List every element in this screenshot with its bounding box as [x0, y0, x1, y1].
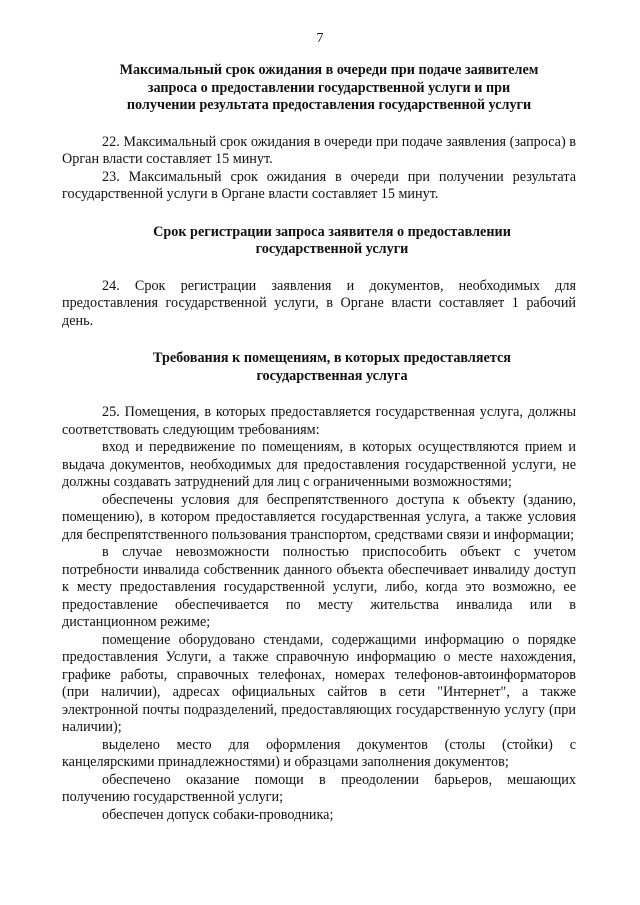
page-number: 7 — [316, 31, 324, 46]
requirement-assistance: обеспечено оказание помощи в преодолении барьеров, мешающих получению государственной услуги; — [62, 771, 576, 805]
requirement-information-stands: помещение оборудовано стендами, содержащими информацию о порядке предоставления Услуги, а также справочную информацию о месте нахождения, графике работы, справочных телефонах, номерах телефонов-автоинформаторов (при наличии), адресах официальных сайтов в сети "Интернет", а также электронной почты подразделений, предоставляющих государственную услугу (при наличии); — [62, 631, 576, 735]
section-heading-registration-term: Срок регистрации запроса заявителя о предоставлении государственной услуги — [153, 223, 511, 257]
paragraph-22: 22. Максимальный срок ожидания в очереди при подаче заявления (запроса) в Орган власти составляет 15 минут. — [62, 133, 576, 167]
requirement-entrance: вход и передвижение по помещениям, в которых осуществляются прием и выдача документов, необходимых для предоставления государственной услуги, не должны создавать затруднений для лиц с ограниченными возможностями; — [62, 439, 576, 490]
requirement-access-conditions: обеспечены условия для беспрепятственного доступа к объекту (зданию, помещению), в котором предоставляется государственная услуга, а также условия для беспрепятственного пользования транспортом, средствами связи и информации; — [62, 491, 576, 543]
requirement-disabled-access: в случае невозможности полностью приспособить объект с учетом потребности инвалида собственник данного объекта обеспечивает инвалиду доступ к месту предоставления государственной услуги, либо, когда это возможно, ее предоставление обеспечивается по месту жительства инвалида или в дистанционном режиме; — [62, 544, 576, 630]
requirement-document-place: выделено место для оформления документов (столы (стойки) с канцелярскими принадлежностями) и образцами заполнения документов; — [62, 736, 576, 770]
document-body — [62, 62, 576, 824]
paragraph-25: 25. Помещения, в которых предоставляется государственная услуга, должны соответствовать следующим требованиям: — [62, 404, 576, 438]
section-heading-premises-requirements: Требования к помещениям, в которых предоставляется государственная услуга — [153, 350, 511, 384]
paragraph-24: 24. Срок регистрации заявления и документов, необходимых для предоставления государственной услуги, в Органе власти составляет 1 рабочий день. — [62, 277, 576, 329]
section-heading-queue-wait: Максимальный срок ожидания в очереди при подаче заявителем запроса о предоставлении государственной услуги и при получении результата предоставления государственной услуги — [119, 62, 539, 113]
requirement-guide-dog: обеспечен допуск собаки-проводника; — [102, 806, 334, 823]
paragraph-23: 23. Максимальный срок ожидания в очереди при получении результата государственной услуги в Органе власти составляет 15 минут. — [62, 168, 576, 202]
